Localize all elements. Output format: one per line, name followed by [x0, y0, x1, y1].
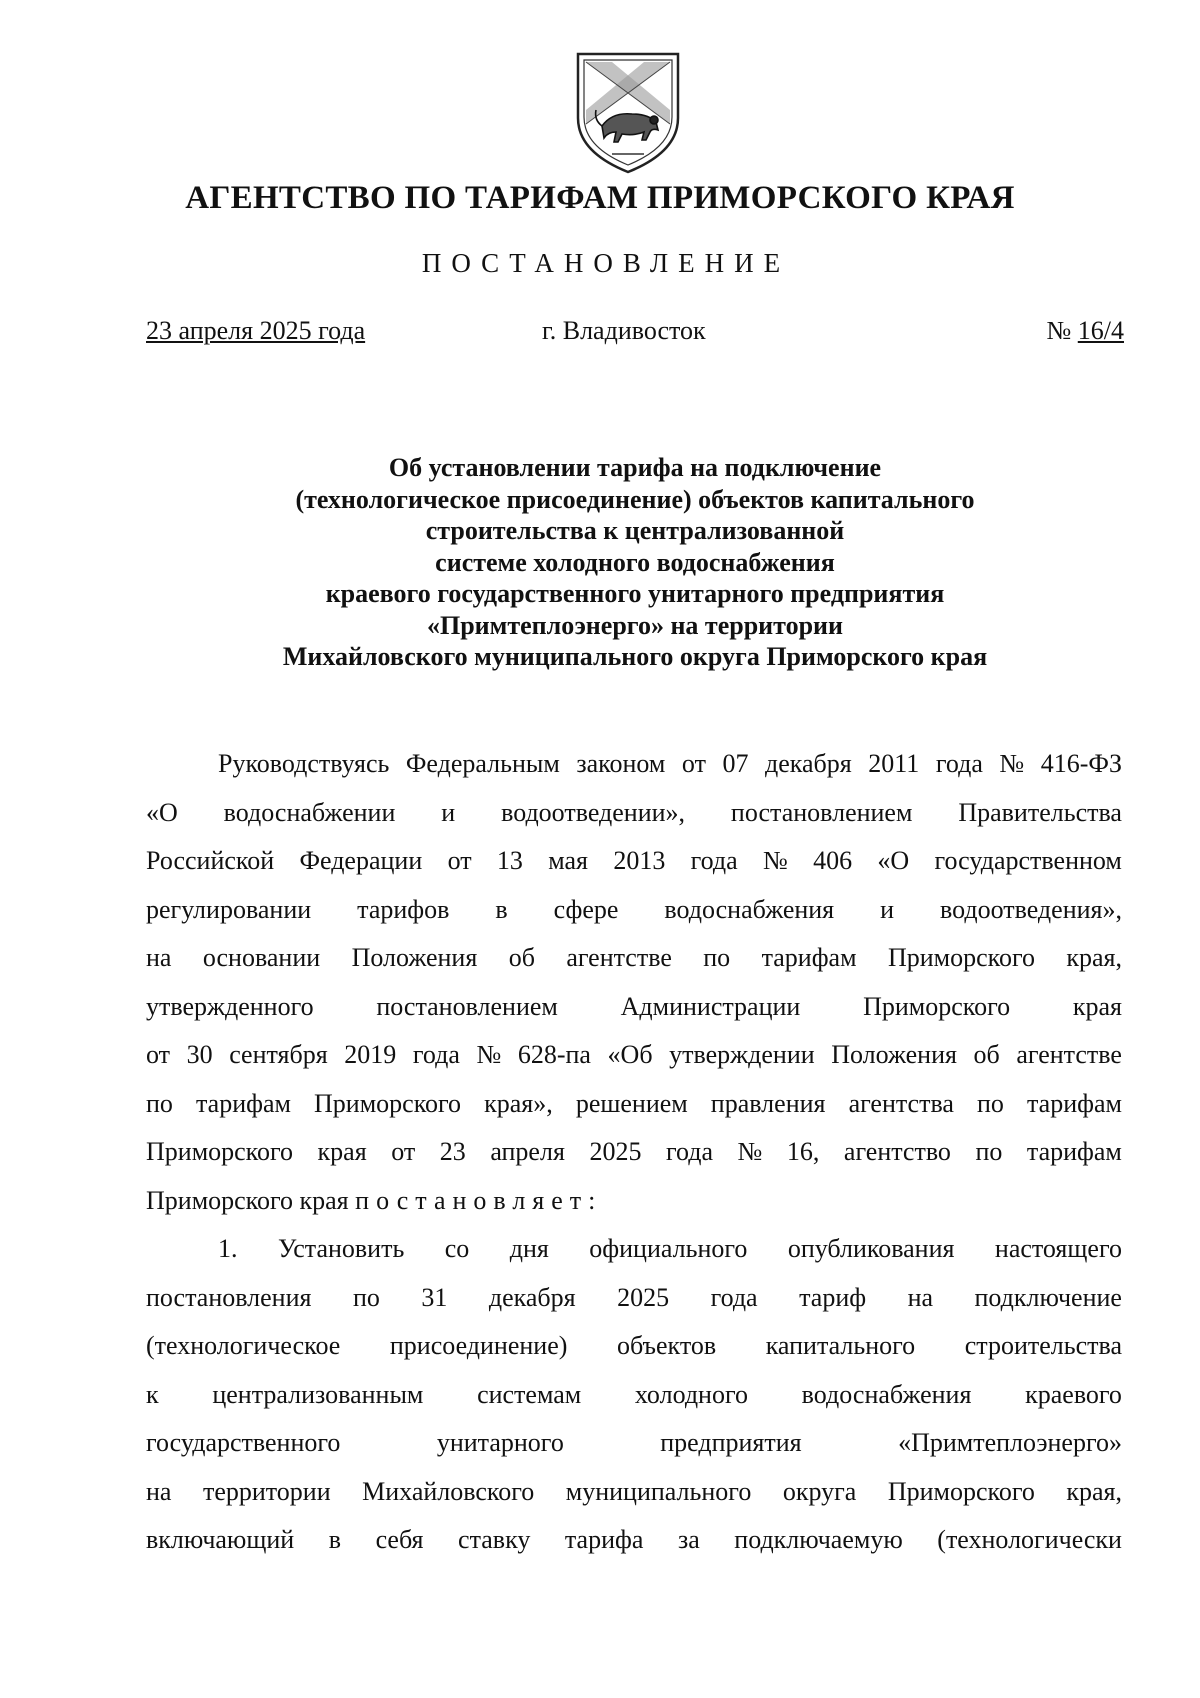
word: краевого: [1025, 1379, 1122, 1409]
word: на: [146, 1476, 172, 1506]
word: присоединение): [389, 1331, 568, 1360]
word: и: [880, 894, 895, 924]
word: года: [412, 1040, 460, 1069]
document-type: ПОСТАНОВЛЕНИЕ: [421, 248, 791, 278]
word: предприятия: [660, 1428, 802, 1457]
text-line: [146, 1128, 1122, 1177]
word: сфере: [553, 894, 619, 924]
title-line: строительства к централизованной: [425, 516, 845, 545]
word: края,: [1066, 1476, 1122, 1506]
word: подключение: [974, 1282, 1122, 1312]
word: дня: [509, 1234, 549, 1263]
word: мая: [548, 846, 588, 875]
text-line: [146, 1468, 1122, 1517]
word: 31: [421, 1282, 448, 1312]
word: настоящего: [994, 1234, 1122, 1263]
text-line: [146, 1516, 1122, 1565]
word: Руководствуясь: [218, 749, 390, 778]
number-sign: №: [1046, 316, 1072, 345]
word: Администрации: [620, 991, 801, 1021]
word: водоснабжении: [223, 797, 396, 827]
word: и: [441, 797, 456, 827]
preamble-paragraph: [146, 740, 1122, 1225]
word: по: [703, 943, 731, 972]
title-line: системе холодного водоснабжения: [435, 547, 835, 577]
word: централизованным: [212, 1379, 424, 1409]
document-number: [1046, 316, 1124, 346]
word: 406: [813, 846, 853, 875]
word: тарифов: [357, 894, 450, 924]
word: края: [317, 1137, 367, 1166]
word: 628-па: [517, 1040, 591, 1069]
word: регулировании: [146, 894, 312, 924]
title-line: краевого государственного унитарного предприятия: [325, 579, 945, 608]
text-line: [146, 740, 1122, 789]
word: 30: [186, 1040, 213, 1069]
word: №: [476, 1040, 502, 1069]
word: края»,: [484, 1088, 553, 1118]
text-line: [146, 837, 1122, 886]
word: законом: [576, 749, 666, 778]
resolves-word: постановляет:: [355, 1185, 603, 1215]
word: тариф: [799, 1282, 867, 1312]
text-line: [146, 1225, 1122, 1274]
word: Российской: [146, 846, 275, 875]
word: по: [146, 1088, 173, 1118]
word: агентства: [848, 1088, 954, 1118]
word: от: [146, 1040, 171, 1069]
word: Правительства: [958, 797, 1122, 827]
word: об: [973, 1040, 1000, 1069]
word: апреля: [490, 1137, 565, 1166]
word: Приморского: [887, 943, 1035, 972]
word: от: [447, 846, 472, 875]
word: муниципального: [565, 1476, 752, 1506]
text-line: [146, 1031, 1122, 1080]
text-line: [146, 886, 1122, 935]
text-line: [146, 983, 1122, 1032]
word: №: [999, 749, 1025, 778]
word: №: [737, 1137, 763, 1166]
word: государственном: [934, 846, 1122, 875]
word: 2025: [617, 1282, 670, 1312]
word: 2011: [868, 749, 920, 778]
word: Михайловского: [362, 1476, 535, 1506]
word: себя: [375, 1525, 424, 1554]
word: на: [146, 943, 172, 972]
word: Федерации: [299, 846, 423, 875]
word: постановлением: [730, 797, 913, 827]
word: 2019: [344, 1040, 397, 1069]
word: «Об: [607, 1040, 653, 1069]
document-title: [146, 452, 1124, 673]
text-line: [146, 934, 1122, 983]
word: (технологически: [937, 1525, 1122, 1554]
word: за: [677, 1525, 700, 1554]
document-body: [146, 740, 1122, 1565]
word: на: [907, 1282, 934, 1312]
document-city: г. Владивосток: [542, 316, 706, 345]
word: в: [495, 894, 508, 924]
word: постановления: [146, 1282, 312, 1312]
word: Положения: [831, 1040, 957, 1069]
text-line: [146, 1322, 1122, 1371]
document-date: 23 апреля 2025 года: [146, 316, 366, 345]
title-line: Михайловского муниципального округа Приморского края: [282, 642, 988, 671]
word: (технологическое: [146, 1331, 341, 1360]
word: тарифа: [564, 1525, 644, 1554]
word: Федеральным: [405, 749, 560, 778]
clause-1-paragraph: [146, 1225, 1122, 1565]
word: тарифам: [1026, 1137, 1122, 1166]
word: об: [508, 943, 535, 972]
word: «О: [146, 797, 178, 827]
word: водоотведении»,: [501, 797, 686, 827]
word: года: [665, 1137, 714, 1166]
agency-name: АГЕНТСТВО ПО ТАРИФАМ ПРИМОРСКОГО КРАЯ: [185, 180, 1015, 216]
word: 2013: [613, 846, 666, 875]
word: по: [977, 1088, 1004, 1118]
word: тарифам: [1026, 1088, 1122, 1118]
word: Приморского: [863, 991, 1011, 1021]
word: по: [352, 1282, 380, 1312]
word: «О: [877, 846, 910, 875]
word: водоотведения»,: [940, 894, 1122, 924]
word: Приморского: [146, 1137, 294, 1166]
word: утвержденного: [146, 991, 314, 1021]
word: капитального: [765, 1331, 916, 1360]
word: государственного: [146, 1428, 341, 1457]
word: решением: [575, 1088, 688, 1118]
coat-of-arms-icon: [572, 48, 684, 176]
word: по: [975, 1137, 1003, 1166]
word: территории: [202, 1476, 331, 1506]
word: объектов: [616, 1331, 717, 1360]
document-meta: [146, 316, 1124, 356]
word: 1.: [218, 1234, 238, 1263]
word: тарифам: [761, 943, 857, 972]
word: агентство: [843, 1137, 951, 1166]
title-line: «Примтеплоэнерго» на территории: [427, 610, 843, 640]
word: от: [391, 1137, 416, 1166]
word: строительства: [964, 1331, 1122, 1360]
word: правления: [710, 1088, 826, 1118]
word: сентября: [229, 1040, 328, 1069]
word: Приморского: [887, 1476, 1035, 1506]
word: постановлением: [376, 991, 558, 1021]
word: №: [762, 846, 788, 875]
word: к: [146, 1379, 159, 1409]
word: со: [444, 1234, 470, 1263]
word: опубликования: [787, 1234, 955, 1263]
word: официального: [589, 1234, 748, 1263]
word: Установить: [277, 1234, 405, 1263]
word: утверждении: [669, 1040, 815, 1069]
word: основании: [202, 943, 321, 972]
word: подключаемую: [734, 1525, 903, 1554]
word: Положения: [351, 943, 478, 972]
word: от: [681, 749, 706, 778]
text-line: [146, 1274, 1122, 1323]
text-line: [146, 1419, 1122, 1468]
word: 13: [496, 846, 523, 875]
word: 16,: [786, 1137, 820, 1166]
word: холодного: [634, 1379, 748, 1409]
title-line: Об установлении тарифа на подключение: [388, 453, 882, 482]
number-value: 16/4: [1077, 316, 1124, 345]
word: года: [690, 846, 738, 875]
word: 07: [722, 749, 749, 778]
word: агентстве: [1016, 1040, 1122, 1069]
word: включающий: [146, 1525, 295, 1554]
word: 416-ФЗ: [1040, 749, 1122, 778]
word: водоснабжения: [664, 894, 835, 924]
word: водоснабжения: [801, 1379, 972, 1409]
word: 23: [439, 1137, 466, 1166]
text-fragment: Приморского края: [146, 1185, 349, 1215]
word: унитарного: [436, 1428, 564, 1457]
title-line: (технологическое присоединение) объектов капитального: [295, 484, 975, 514]
word: края,: [1066, 943, 1122, 972]
word: тарифам: [195, 1088, 291, 1118]
text-line: [146, 1177, 1122, 1226]
text-line: [146, 1371, 1122, 1420]
word: агентстве: [566, 943, 672, 972]
word: «Примтеплоэнерго»: [898, 1428, 1122, 1457]
word: края: [1072, 991, 1122, 1021]
word: декабря: [765, 749, 852, 778]
word: ставку: [458, 1525, 531, 1554]
word: системам: [477, 1379, 582, 1409]
word: Приморского: [314, 1088, 462, 1118]
text-line: [146, 789, 1122, 838]
word: года: [710, 1282, 758, 1312]
word: года: [935, 749, 983, 778]
word: в: [328, 1525, 342, 1554]
word: декабря: [488, 1282, 576, 1312]
word: 2025: [589, 1137, 642, 1166]
text-line: [146, 1080, 1122, 1129]
word: округа: [782, 1476, 857, 1506]
